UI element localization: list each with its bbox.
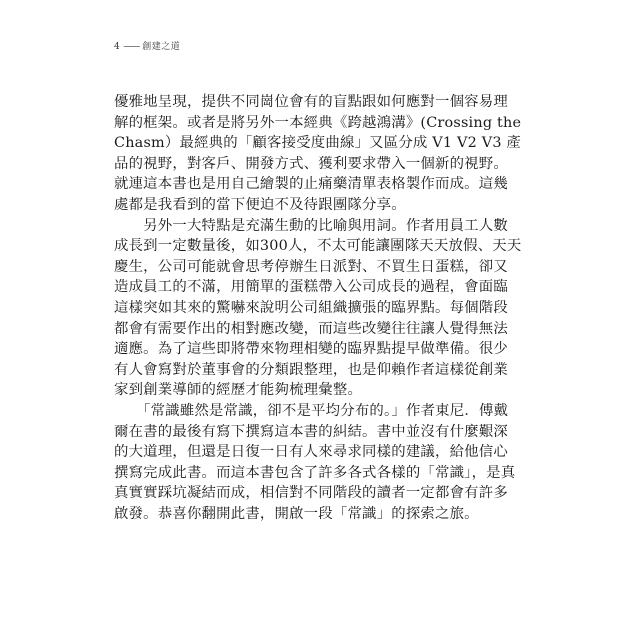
text-line: 優雅地呈現，提供不同崗位會有的盲點跟如何應對一個容易理	[114, 94, 508, 110]
paragraph-1	[114, 92, 534, 216]
text-line: 爾在書的最後有寫下撰寫這本書的糾結。書中並沒有什麼艱深	[114, 423, 508, 440]
body-text	[114, 92, 534, 524]
paragraph-2	[114, 216, 534, 401]
text-line: Chasm）最經典的「顧客接受度曲線」又區分成 V1 V2 V3 產	[114, 135, 522, 152]
text-line: 「常識雖然是常識，卻不是平均分布的。」作者東尼．傅戴	[114, 402, 509, 419]
text-line: 的大道理，但還是日復一日有人來尋求同樣的建議，給他信心	[114, 444, 508, 461]
text-line: 真實實踩坑凝結而成，相信對不同階段的讀者一定都會有許多	[114, 485, 508, 502]
text-line: 慶生，公司可能就會思考停辦生日派對、不買生日蛋糕，卻又	[114, 258, 508, 275]
text-line: 適應。為了這些即將帶來物理相變的臨界點提早做準備。很少	[114, 341, 508, 358]
text-line: 成長到一定數量後，如300人，不太可能讓團隊天天放假、天天	[114, 238, 522, 255]
text-line: 處都是我看到的當下便迫不及待跟團隊分享。	[114, 196, 406, 213]
text-line: 造成員工的不滿，用簡單的蛋糕帶入公司成長的過程，會面臨	[114, 279, 508, 296]
text-line: 都會有需要作出的相對應改變，而這些改變往往讓人覺得無法	[114, 320, 508, 337]
text-line: 啟發。恭喜你翻開此書，開啟一段「常識」的探索之旅。	[114, 505, 479, 522]
text-line: 這樣突如其來的驚嚇來說明公司組織擴張的臨界點。每個階段	[114, 299, 508, 316]
text-line: 撰寫完成此書。而這本書包含了許多各式各樣的「常識」，是真	[114, 464, 516, 481]
text-line: 就連這本書也是用自己繪製的止痛藥清單表格製作而成。這幾	[114, 176, 508, 193]
page-number: 4	[114, 42, 121, 52]
text-line: 家到創業導師的經歷才能夠梳理彙整。	[114, 382, 363, 399]
header-dash: ——	[123, 42, 140, 52]
text-line: 有人會寫對於董事會的分類跟整理，也是仰賴作者這樣從創業	[114, 361, 508, 378]
text-line: 品的視野，對客戶、開發方式、獲利要求帶入一個新的視野。	[114, 155, 508, 172]
book-title: 創建之道	[142, 42, 181, 52]
running-header	[114, 39, 180, 52]
text-line: 解的框架。或者是將另外一本經典《跨越鴻溝》(Crossing the	[114, 114, 522, 131]
paragraph-3	[114, 401, 534, 525]
text-line: 另外一大特點是充滿生動的比喻與用詞。作者用員工人數	[114, 217, 508, 234]
